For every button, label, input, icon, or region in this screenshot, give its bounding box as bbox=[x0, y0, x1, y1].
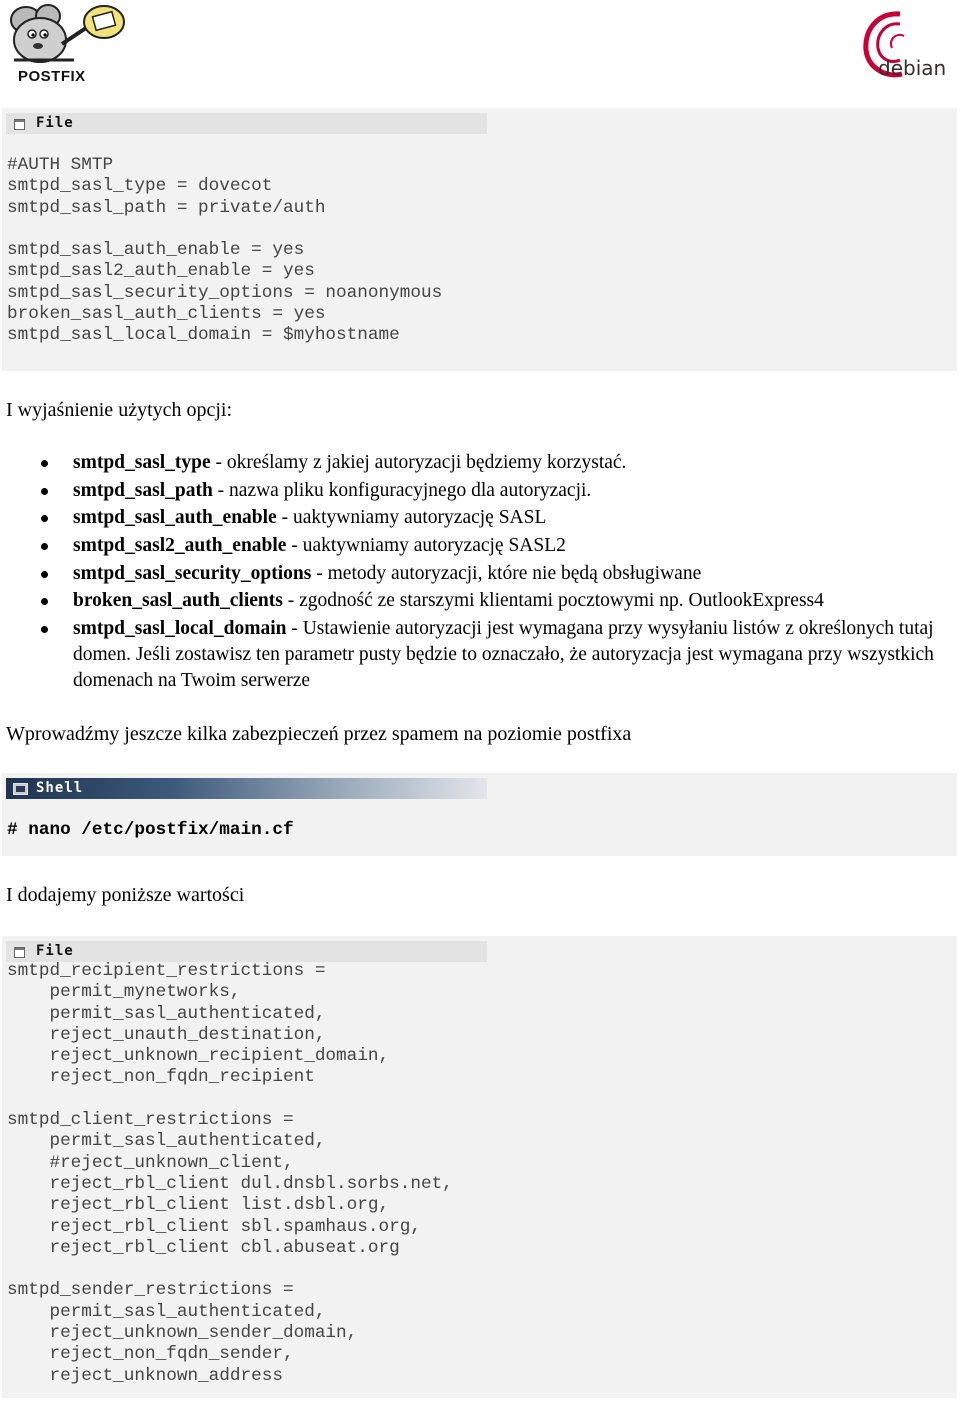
code-line: smtpd_sasl_auth_enable = yes bbox=[7, 240, 305, 261]
bullet-icon bbox=[41, 460, 48, 467]
options-intro: I wyjaśnienie użytych opcji: bbox=[6, 399, 233, 421]
code-block bbox=[7, 155, 442, 347]
code-line: smtpd_sasl_local_domain = $myhostname bbox=[7, 325, 400, 346]
bullet-icon bbox=[41, 571, 48, 578]
option-item bbox=[0, 561, 953, 587]
code-line: reject_rbl_client sbl.spamhaus.org, bbox=[7, 1216, 421, 1237]
terminal-icon bbox=[13, 783, 28, 795]
option-term: smtpd_sasl_local_domain bbox=[73, 618, 287, 640]
bullet-icon bbox=[41, 515, 48, 522]
code-line: reject_non_fqdn_sender, bbox=[7, 1344, 294, 1365]
option-description: - określamy z jakiej autoryzacji będziemy korzystać. bbox=[210, 452, 627, 473]
code-line: permit_sasl_authenticated, bbox=[7, 1003, 326, 1024]
bullet-icon bbox=[41, 488, 48, 495]
shell-box-header bbox=[6, 778, 487, 799]
shell-header-label: Shell bbox=[36, 780, 84, 796]
code-line: permit_sasl_authenticated, bbox=[7, 1301, 326, 1322]
code-line: reject_unknown_sender_domain, bbox=[7, 1323, 358, 1344]
spam-paragraph: Wprowadźmy jeszcze kilka zabezpieczeń przez spamem na poziomie postfixa bbox=[6, 723, 632, 745]
code-line: #reject_unknown_client, bbox=[7, 1152, 294, 1173]
file-code-box bbox=[2, 108, 957, 371]
option-description: - Ustawienie autoryzacji jest wymagana przy wysyłaniu listów z określonych tutaj domen. Jeśli zostawisz ten parametr pusty będzie to oznaczało, że autoryzacja jest wymagana przy wszystkich domenach na Twoim serwerze bbox=[73, 618, 934, 692]
code-block-2 bbox=[7, 961, 453, 1387]
option-term: smtpd_sasl_path bbox=[73, 479, 213, 501]
code-line: #AUTH SMTP bbox=[7, 155, 114, 175]
option-item bbox=[0, 533, 953, 559]
shell-code-box bbox=[2, 773, 957, 856]
window-icon bbox=[14, 947, 25, 958]
postfix-logo bbox=[4, 4, 128, 88]
shell-command: # nano /etc/postfix/main.cf bbox=[7, 820, 294, 840]
bullet-icon bbox=[41, 626, 48, 633]
code-line: reject_rbl_client list.dsbl.org, bbox=[7, 1195, 390, 1216]
file-code-box-2 bbox=[2, 936, 957, 1398]
postfix-mouse-icon bbox=[4, 4, 128, 70]
option-description: - nazwa pliku konfiguracyjnego dla autoryzacji. bbox=[212, 479, 592, 501]
file-header-label: File bbox=[36, 115, 74, 131]
option-item bbox=[0, 478, 953, 504]
code-line: reject_rbl_client dul.dnsbl.sorbs.net, bbox=[7, 1173, 453, 1194]
option-description: - uaktywniamy autoryzację SASL2 bbox=[286, 535, 566, 557]
code-line: broken_sasl_auth_clients = yes bbox=[7, 304, 326, 325]
option-item bbox=[0, 450, 953, 476]
code-line: smtpd_client_restrictions = bbox=[7, 1110, 294, 1131]
option-item bbox=[0, 505, 953, 531]
option-item bbox=[0, 616, 953, 694]
postfix-logo-text: POSTFIX bbox=[18, 68, 86, 85]
options-list bbox=[0, 450, 953, 694]
code-line: smtpd_sasl_security_options = noanonymous bbox=[7, 282, 443, 303]
window-icon bbox=[14, 119, 25, 130]
option-term: smtpd_sasl2_auth_enable bbox=[73, 535, 287, 557]
code-line: permit_mynetworks, bbox=[7, 982, 241, 1003]
bullet-icon bbox=[41, 543, 48, 550]
code-line: permit_sasl_authenticated, bbox=[7, 1131, 326, 1152]
code-line: smtpd_recipient_restrictions = bbox=[7, 961, 326, 981]
code-line: smtpd_sasl_type = dovecot bbox=[7, 176, 273, 197]
option-term: broken_sasl_auth_clients bbox=[73, 590, 283, 612]
code-line: reject_unknown_address bbox=[7, 1365, 283, 1386]
option-term: smtpd_sasl_type bbox=[73, 452, 211, 473]
option-item bbox=[0, 588, 953, 614]
add-values-paragraph: I dodajemy poniższe wartości bbox=[6, 884, 245, 906]
option-term: smtpd_sasl_security_options bbox=[73, 562, 312, 584]
file-header-label-2: File bbox=[36, 943, 74, 959]
code-line: reject_unauth_destination, bbox=[7, 1024, 326, 1045]
file-box-header bbox=[6, 113, 487, 134]
option-description: - metody autoryzacji, które nie będą obsługiwane bbox=[311, 562, 702, 584]
debian-logo-text: debian bbox=[878, 56, 947, 80]
file-box-header-2 bbox=[6, 941, 487, 962]
code-line: smtpd_sender_restrictions = bbox=[7, 1280, 294, 1301]
bullet-icon bbox=[41, 598, 48, 605]
option-description: - uaktywniamy autoryzację SASL bbox=[276, 507, 547, 529]
option-description: - zgodność ze starszymi klientami pocztowymi np. OutlookExpress4 bbox=[282, 590, 824, 612]
option-term: smtpd_sasl_auth_enable bbox=[73, 507, 277, 529]
code-line: reject_rbl_client cbl.abuseat.org bbox=[7, 1237, 400, 1258]
code-line: smtpd_sasl_path = private/auth bbox=[7, 197, 326, 218]
code-line: smtpd_sasl2_auth_enable = yes bbox=[7, 261, 315, 282]
code-line: reject_non_fqdn_recipient bbox=[7, 1067, 315, 1088]
debian-logo bbox=[860, 6, 947, 86]
code-line: reject_unknown_recipient_domain, bbox=[7, 1046, 390, 1067]
